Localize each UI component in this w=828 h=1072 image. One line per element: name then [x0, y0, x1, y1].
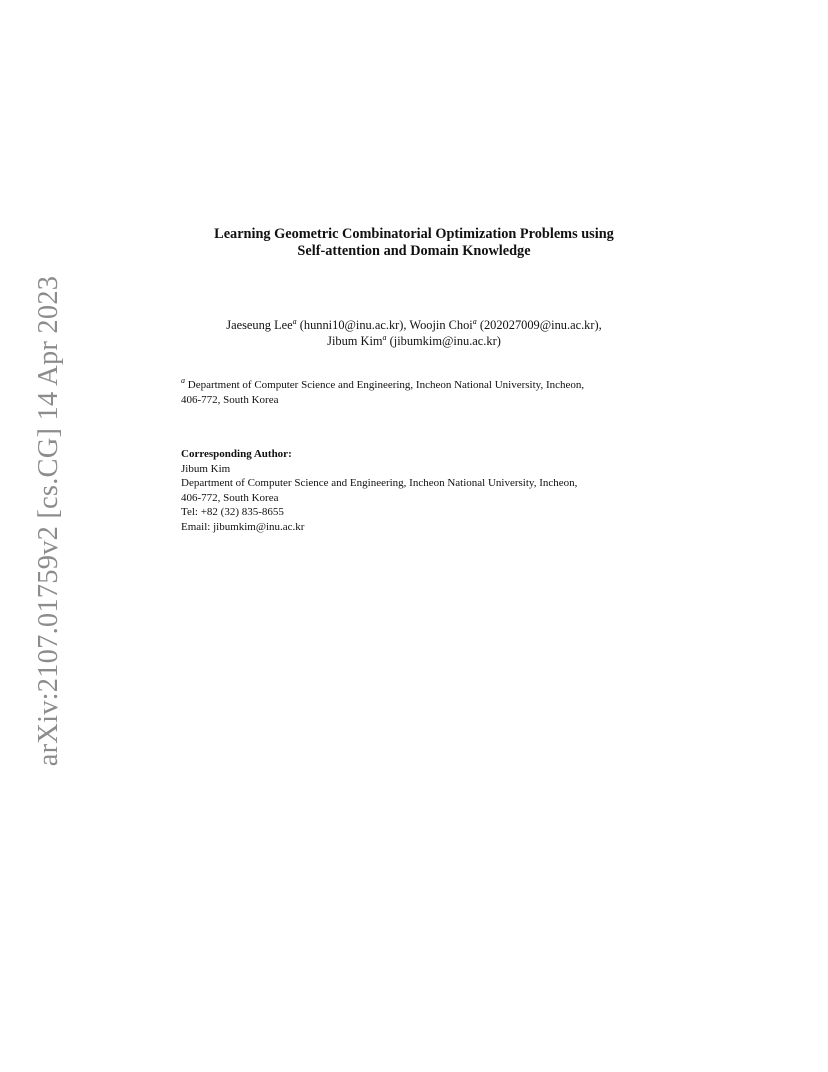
author-1-affiliation-mark: a — [292, 317, 297, 326]
corresponding-author-telephone: Tel: +82 (32) 835-8655 — [181, 506, 284, 519]
author-2-email: (202027009@inu.ac.kr), — [476, 318, 602, 332]
paper-title — [0, 226, 828, 260]
affiliation-text-1: Department of Computer Science and Engineering, Incheon National University, Incheon, — [185, 379, 585, 391]
author-3-affiliation-mark: a — [382, 333, 387, 342]
affiliation-block — [181, 378, 651, 408]
author-2-affiliation-mark: a — [472, 317, 477, 326]
corresponding-author-department-1: Department of Computer Science and Engineering, Incheon National University, Incheon, — [181, 477, 578, 490]
title-line-2: Self-attention and Domain Knowledge — [297, 243, 531, 259]
author-1-name: Jaeseung Lee — [226, 318, 293, 332]
author-line-1 — [0, 317, 828, 333]
author-2-name: Woojin Choi — [409, 318, 473, 332]
affiliation-mark: a — [181, 376, 185, 385]
author-line-2 — [0, 333, 828, 349]
corresponding-author-department-2: 406-772, South Korea — [181, 491, 279, 504]
title-line-1: Learning Geometric Combinatorial Optimization Problems using — [214, 226, 614, 242]
affiliation-line-1 — [181, 378, 651, 393]
author-1-email: (hunni10@inu.ac.kr), — [296, 318, 410, 332]
corresponding-author-email: Email: jibumkim@inu.ac.kr — [181, 520, 305, 533]
corresponding-author-name: Jibum Kim — [181, 462, 231, 475]
author-3-email: (jibumkim@inu.ac.kr) — [386, 334, 501, 348]
affiliation-line-2: 406-772, South Korea — [181, 394, 279, 406]
author-list — [0, 317, 828, 349]
corresponding-author-heading: Corresponding Author: — [181, 448, 292, 460]
author-3-name: Jibum Kim — [327, 334, 383, 348]
corresponding-author-block — [181, 447, 651, 535]
arxiv-identifier-stamp: arXiv:2107.01759v2 [cs.CG] 14 Apr 2023 — [33, 275, 64, 767]
